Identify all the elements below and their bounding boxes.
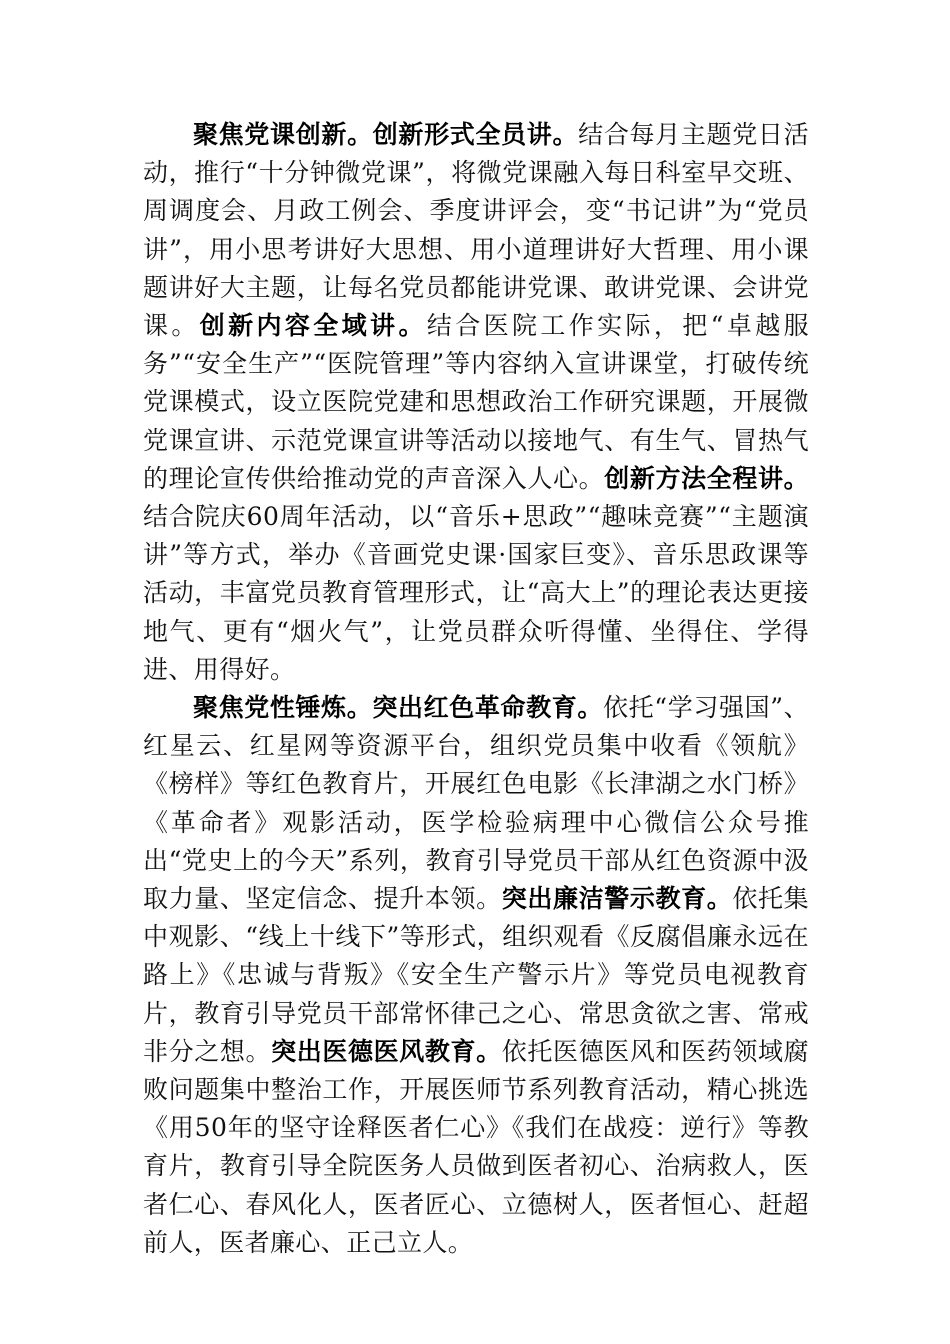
- heading-party-lecture-innovation: 聚焦党课创新。创新形式全员讲。: [193, 120, 579, 149]
- subheading-content-innovation: 创新内容全域讲。: [199, 311, 427, 341]
- body-text: 结合每月主题党日活动，推行“十分钟微党课”，将微党课融入每日科室早交班、周调度会、月政工例会、季度讲评会，变“书记讲”为“党员讲”，用小思考讲好大思想、用小道理讲好大哲理、用小课题讲好大主题，让每名党员都能讲党课、敢讲党课、会讲党课。: [143, 120, 809, 341]
- paragraph-party-spirit-training: [143, 689, 809, 1262]
- paragraph-party-lecture-innovation: [143, 116, 809, 689]
- subheading-medical-ethics-education: 突出医德医风教育。: [271, 1036, 502, 1066]
- body-text: 结合院庆60周年活动，以“音乐+思政”“趣味竞赛”“主题演讲”等方式，举办《音画党史课·国家巨变》、音乐思政课等活动，丰富党员教育管理形式，让“高大上”的理论表达更接地气、更有“烟火气”，让党员群众听得懂、坐得住、学得进、用得好。: [143, 502, 809, 684]
- document-page: [143, 116, 809, 1262]
- body-text: 依托医德医风和医药领域腐败问题集中整治工作，开展医师节系列教育活动，精心挑选《用50年的坚守诠释医者仁心》《我们在战疫：逆行》等教育片，教育引导全院医务人员做到医者初心、治病救人，医者仁心、春风化人，医者匠心、立德树人，医者恒心、赶超前人，医者廉心、正己立人。: [143, 1036, 809, 1257]
- subheading-integrity-education: 突出廉洁警示教育。: [501, 884, 733, 914]
- body-text: 结合医院工作实际，把“卓越服务”“安全生产”“医院管理”等内容纳入宣讲课堂，打破传统党课模式，设立医院党建和思想政治工作研究课题，开展微党课宣讲、示范党课宣讲等活动以接地气、有生气、冒热气的理论宣传供给推动党的声音深入人心。: [143, 311, 809, 493]
- heading-party-spirit-training: 聚焦党性锤炼。突出红色革命教育。: [193, 693, 604, 723]
- body-text: 依托“学习强国”、红星云、红星网等资源平台，组织党员集中收看《领航》《榜样》等红色教育片，开展红色电影《长津湖之水门桥》《革命者》观影活动，医学检验病理中心微信公众号推出“党史上的今天”系列，教育引导党员干部从红色资源中汲取力量、坚定信念、提升本领。: [143, 693, 810, 914]
- subheading-method-innovation: 创新方法全程讲。: [604, 463, 810, 493]
- body-text: 依托集中观影、“线上十线下”等形式，组织观看《反腐倡廉永远在路上》《忠诚与背叛》《安全生产警示片》等党员电视教育片，教育引导党员干部常怀律己之心、常思贪欲之害、常戒非分之想。: [143, 884, 809, 1066]
